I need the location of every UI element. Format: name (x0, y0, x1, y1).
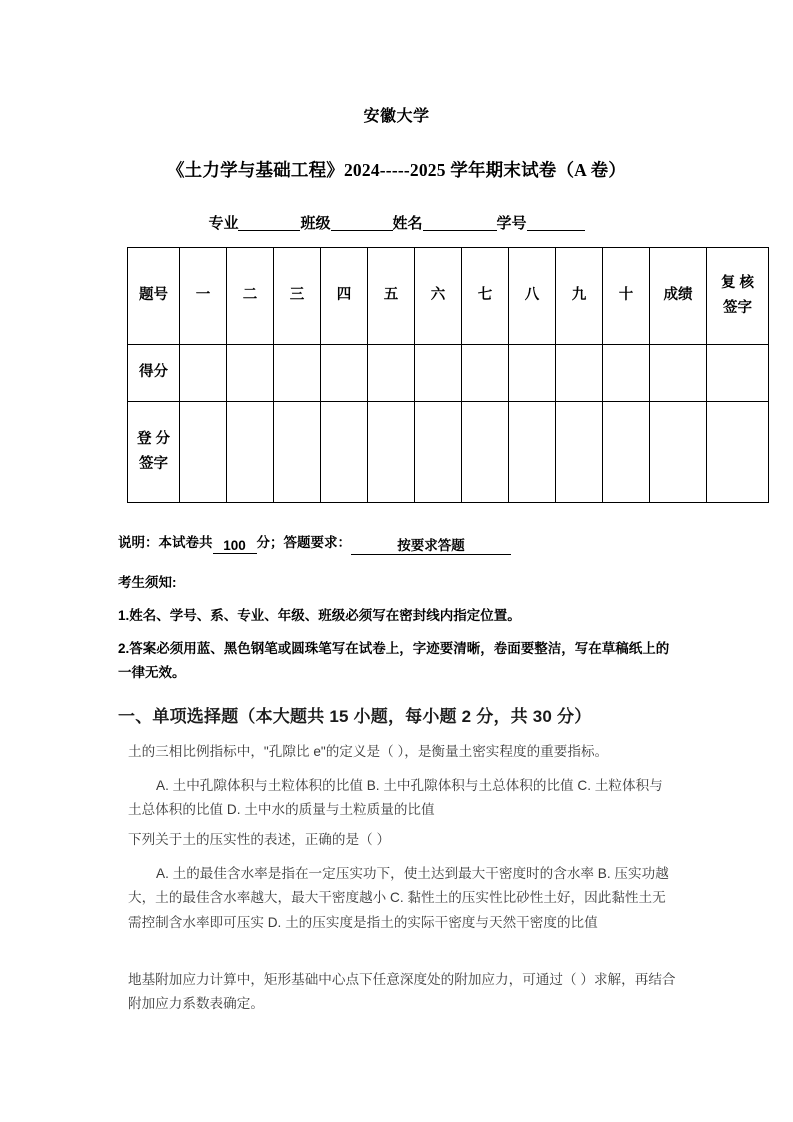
cell-signature-3[interactable] (274, 402, 321, 503)
question-item-1 (128, 740, 676, 823)
cell-score-6[interactable] (415, 345, 462, 402)
cell-row-label-signature (128, 402, 180, 503)
question-1-stem: 土的三相比例指标中，"孔隙比 e"的定义是（ ），是衡量土密实程度的重要指标。 (128, 744, 609, 759)
cell-signature-7[interactable] (462, 402, 509, 503)
table-row-signature (128, 402, 769, 503)
cell-score-8[interactable] (509, 345, 556, 402)
cell-signature-total[interactable] (650, 402, 707, 503)
student-info-line (0, 212, 793, 233)
candidate-notice-item-2: 2.答案必须用蓝、黑色钢笔或圆珠笔写在试卷上，字迹要清晰，卷面要整洁，写在草稿纸上的一律无效。 (118, 641, 670, 680)
question-item-3 (128, 968, 676, 1016)
total-score-value[interactable]: 100 (213, 538, 257, 554)
cell-score-3[interactable] (274, 345, 321, 402)
university-name: 安徽大学 (363, 108, 430, 125)
class-input-rule[interactable] (331, 230, 393, 231)
cell-signature-9[interactable] (556, 402, 603, 503)
section-heading-multiple-choice: 一、单项选择题（本大题共 15 小题，每小题 2 分，共 30 分） (118, 707, 592, 726)
cell-row-label-score: 得分 (128, 345, 180, 402)
cell-signature-8[interactable] (509, 402, 556, 503)
question-2-stem: 下列关于土的压实性的表述，正确的是（ ） (128, 832, 391, 847)
candidate-notice-item-1: 1.姓名、学号、系、专业、年级、班级必须写在密封线内指定位置。 (118, 608, 521, 623)
cell-total-label: 成绩 (650, 248, 707, 345)
student-id-label: 学号 (496, 216, 527, 232)
cell-signature-check[interactable] (707, 402, 769, 503)
cell-score-10[interactable] (603, 345, 650, 402)
question-1-options[interactable]: A. 土中孔隙体积与土粒体积的比值 B. 土中孔隙体积与土总体积的比值 C. 土粒体积与土总体积的比值 D. 土中水的质量与土粒质量的比值 (128, 778, 663, 818)
cell-signature-2[interactable] (227, 402, 274, 503)
cell-score-total[interactable] (650, 345, 707, 402)
cell-question-8: 八 (509, 248, 556, 345)
table-row-header (128, 248, 769, 345)
cell-score-5[interactable] (368, 345, 415, 402)
cell-question-1: 一 (180, 248, 227, 345)
cell-signature-5[interactable] (368, 402, 415, 503)
cell-question-2: 二 (227, 248, 274, 345)
table-row-score (128, 345, 769, 402)
class-label: 班级 (300, 216, 331, 232)
question-3-stem: 地基附加应力计算中，矩形基础中心点下任意深度处的附加应力，可通过（ ）求解，再结合附加应力系数表确定。 (128, 972, 676, 1012)
student-id-input-rule[interactable] (527, 230, 585, 231)
signature-label-line1: 登 分 (136, 430, 171, 447)
exam-description-line (118, 531, 511, 555)
name-input-rule[interactable] (423, 230, 497, 231)
cell-question-4: 四 (321, 248, 368, 345)
cell-signature-10[interactable] (603, 402, 650, 503)
cell-question-7: 七 (462, 248, 509, 345)
cell-row-label-question-no: 题号 (128, 248, 180, 345)
cell-score-9[interactable] (556, 345, 603, 402)
cell-question-6: 六 (415, 248, 462, 345)
answer-requirement-value[interactable]: 按要求答题 (351, 534, 511, 555)
cell-score-4[interactable] (321, 345, 368, 402)
question-2-options[interactable]: A. 土的最佳含水率是指在一定压实功下，使土达到最大干密度时的含水率 B. 压实功越大，土的最佳含水率越大，最大干密度越小 C. 黏性土的压实性比砂性土好，因此黏性土无需控制含水率即可压实 D. 土的压实度是指土的实际干密度与天然干密度的比值 (128, 866, 669, 930)
cell-question-9: 九 (556, 248, 603, 345)
cell-score-2[interactable] (227, 345, 274, 402)
cell-question-10: 十 (603, 248, 650, 345)
cell-question-3: 三 (274, 248, 321, 345)
question-item-2 (128, 828, 676, 935)
cell-question-5: 五 (368, 248, 415, 345)
check-signature-line1: 复 核 (720, 274, 755, 291)
page-title: 《土力学与基础工程》2024-----2025 学年期末试卷（A 卷） (166, 160, 627, 180)
description-prefix: 说明：本试卷共 (118, 535, 213, 550)
name-label: 姓名 (392, 216, 423, 232)
cell-check-signature-label (707, 248, 769, 345)
cell-score-check[interactable] (707, 345, 769, 402)
cell-score-1[interactable] (180, 345, 227, 402)
signature-label-line2: 签字 (139, 456, 168, 472)
check-signature-line2: 签字 (723, 300, 752, 316)
major-label: 专业 (208, 216, 239, 232)
major-input-rule[interactable] (238, 230, 300, 231)
cell-score-7[interactable] (462, 345, 509, 402)
description-middle: 分；答题要求： (256, 535, 351, 550)
score-table (127, 247, 769, 503)
cell-signature-4[interactable] (321, 402, 368, 503)
candidate-notice-heading: 考生须知: (118, 575, 177, 590)
cell-signature-6[interactable] (415, 402, 462, 503)
cell-signature-1[interactable] (180, 402, 227, 503)
